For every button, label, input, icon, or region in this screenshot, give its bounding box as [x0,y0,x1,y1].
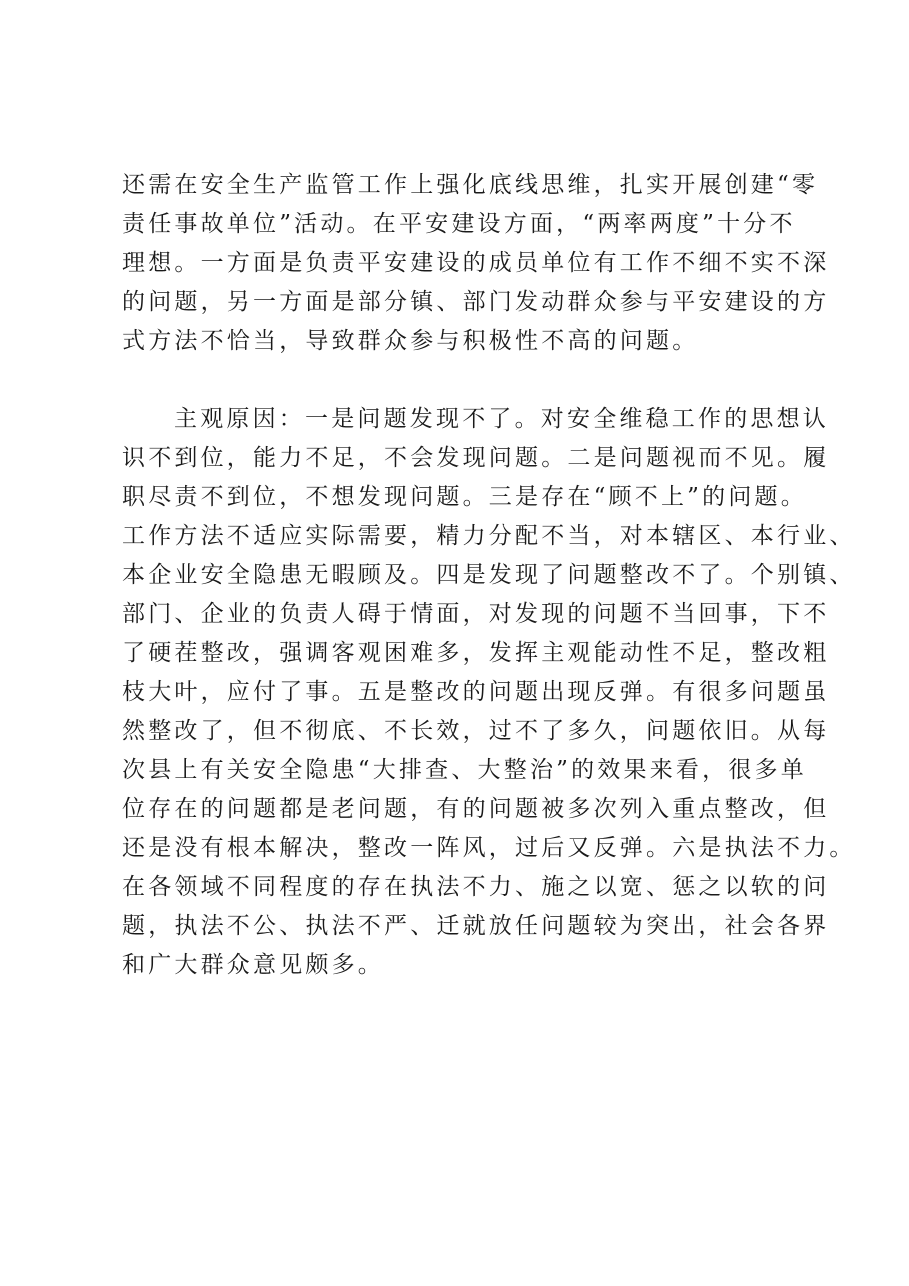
paragraph-line: 识不到位，能力不足，不会发现问题。二是问题视而不见。履 [122,445,830,471]
paragraph-line: 枝大叶，应付了事。五是整改的问题出现反弹。有很多问题虽 [122,679,830,705]
paragraph-line: 本企业安全隐患无暇顾及。四是发现了问题整改不了。个别镇、 [122,562,856,588]
paragraph-line: 式方法不恰当，导致群众参与积极性不高的问题。 [122,328,699,354]
paragraph-line: 了硬茬整改，强调客观困难多，发挥主观能动性不足，整改粗 [122,640,830,666]
paragraph-line: 和广大群众意见颇多。 [122,952,384,978]
paragraph-line: 工作方法不适应实际需要，精力分配不当，对本辖区、本行业、 [122,523,856,549]
paragraph-line: 部门、企业的负责人碍于情面，对发现的问题不当回事，下不 [122,601,830,627]
paragraph-line: 还是没有根本解决，整改一阵风，过后又反弹。六是执法不力。 [122,835,856,861]
paragraph-line: 次县上有关安全隐患“大排查、大整治”的效果来看，很多单 [122,757,807,783]
paragraph-line: 位存在的问题都是老问题，有的问题被多次列入重点整改，但 [122,796,830,822]
paragraph-line: 理想。一方面是负责平安建设的成员单位有工作不细不实不深 [122,250,830,276]
paragraph-line: 然整改了，但不彻底、不长效，过不了多久，问题依旧。从每 [122,718,830,744]
paragraph-line: 题，执法不公、执法不严、迁就放任问题较为突出，社会各界 [122,913,830,939]
paragraph-line: 在各领域不同程度的存在执法不力、施之以宽、惩之以软的问 [122,874,830,900]
paragraph-2 [122,400,856,985]
paragraph-1 [122,166,830,361]
paragraph-line: 还需在安全生产监管工作上强化底线思维，扎实开展创建“零 [122,172,819,198]
paragraph-line: 责任事故单位”活动。在平安建设方面，“两率两度”十分不 [122,211,796,237]
paragraph-line: 职尽责不到位，不想发现问题。三是存在“顾不上”的问题。 [122,484,807,510]
paragraph-line-indented: 主观原因：一是问题发现不了。对安全维稳工作的思想认 [174,406,829,432]
paragraph-line: 的问题，另一方面是部分镇、部门发动群众参与平安建设的方 [122,289,830,315]
